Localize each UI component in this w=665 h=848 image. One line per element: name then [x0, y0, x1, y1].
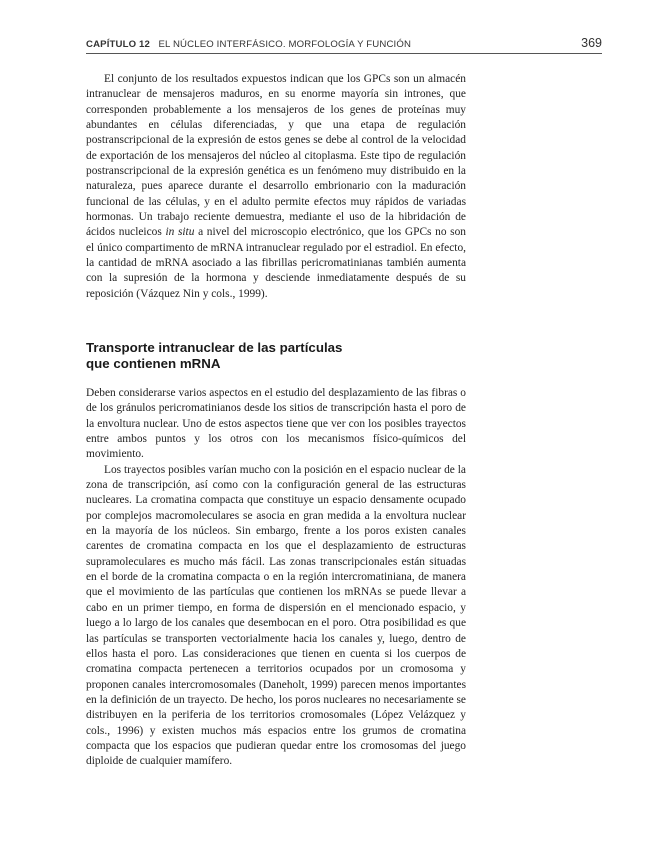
header-rule	[86, 53, 602, 54]
paragraph-1-end: a nivel del microscopio electrónico, que los GPCs no son el único compartimento de mRNA intranuclear regulado por el estradiol. En efecto, la cantidad de mRNA asociado a las fibrillas pericromatinianas también aumenta con la supresión de la hormona y desciende inmediatamente después de su reposición (Vázquez Nin y cols., 1999).	[86, 226, 466, 300]
section-body	[86, 386, 466, 770]
paragraph-3: Los trayectos posibles varían mucho con la posición en el espacio nuclear de la zona de transcripción, así como con la configuración general de las estructuras nucleares. La cromatina compacta que constituye un espacio densamente ocupado por complejos macromoleculares se asocia en gran medida a la envoltura nuclear en la mayoría de los núcleos. Sin embargo, frente a los poros existen canales carentes de cromatina compacta en los que el desplazamiento de estructuras supramoleculares es mucho más fácil. Las zonas transcripcionales están situadas en el borde de la cromatina compacta o en la región intercromatiniana, de manera que el movimiento de las partículas que contienen los mRNAs se puede llevar a cabo en un primer tiempo, en forma de dispersión en el mencionado espacio, y luego a lo largo de los canales que desembocan en el poro. Otra posibilidad es que las partículas se transporten vectorialmente hacia los canales y, luego, dentro de ellos hasta el poro. Las consideraciones que tienen en cuenta si los cuerpos de cromatina compacta pertenecen a territorios ocupados por un cromosoma y proponen canales intercromosomales (Daneholt, 1999) parecen menos importantes en la definición de un trayecto. De hecho, los poros nucleares no necesariamente se distribuyen en la periferia de los territorios cromosomales (López Velázquez y cols., 1996) y existen muchos más espacios entre los grumos de cromatina compacta que los espacios que pudieran quedar entre los cromosomas del juego diploide de cualquier mamífero.	[86, 463, 466, 768]
paragraph-1-text: El conjunto de los resultados expuestos indican que los GPCs son un almacén intranuclear de mensajeros maduros, en su enorme mayoría sin intrones, que corresponden probablemente a los mensajeros de los genes de proteínas muy abundantes en células diferenciadas, y que una etapa de regulación postranscripcional de la expresión de estos genes se debe al control de la velocidad de exportación de los mensajeros del núcleo al citoplasma. Este tipo de regulación postranscripcional de la expresión genética es un fenómeno muy distribuido en la naturaleza, pues aparece durante el desarrollo embrionario con la maduración funcional de las células, y en el adulto permite efectos muy rápidos de variadas hormonas. Un trabajo reciente demuestra, mediante el uso de la hibridación de ácidos nucleicos	[86, 73, 466, 239]
paragraph-2: Deben considerarse varios aspectos en el estudio del desplazamiento de las fibras o de los gránulos pericromatinianos desde los sitios de transcripción hasta el poro de la envoltura nuclear. Uno de estos aspectos tiene que ver con los posibles trayectos entre ambos puntos y los otros con los mecanismos físico-químicos del movimiento.	[86, 387, 466, 461]
page-number: 369	[581, 36, 602, 50]
chapter-number: CAPÍTULO 12	[86, 39, 151, 50]
paragraph-1-italic: in situ	[165, 226, 195, 239]
intro-block	[86, 72, 466, 302]
section-heading-line-2: que contienen mRNA	[86, 356, 221, 372]
chapter-heading	[86, 39, 411, 50]
section-heading-line-1: Transporte intranuclear de las partículas	[86, 340, 343, 355]
running-head	[86, 36, 602, 54]
section-heading	[86, 340, 466, 372]
chapter-title: EL NÚCLEO INTERFÁSICO. MORFOLOGÍA Y FUNCIÓN	[158, 39, 412, 50]
paragraph-1	[86, 72, 466, 302]
